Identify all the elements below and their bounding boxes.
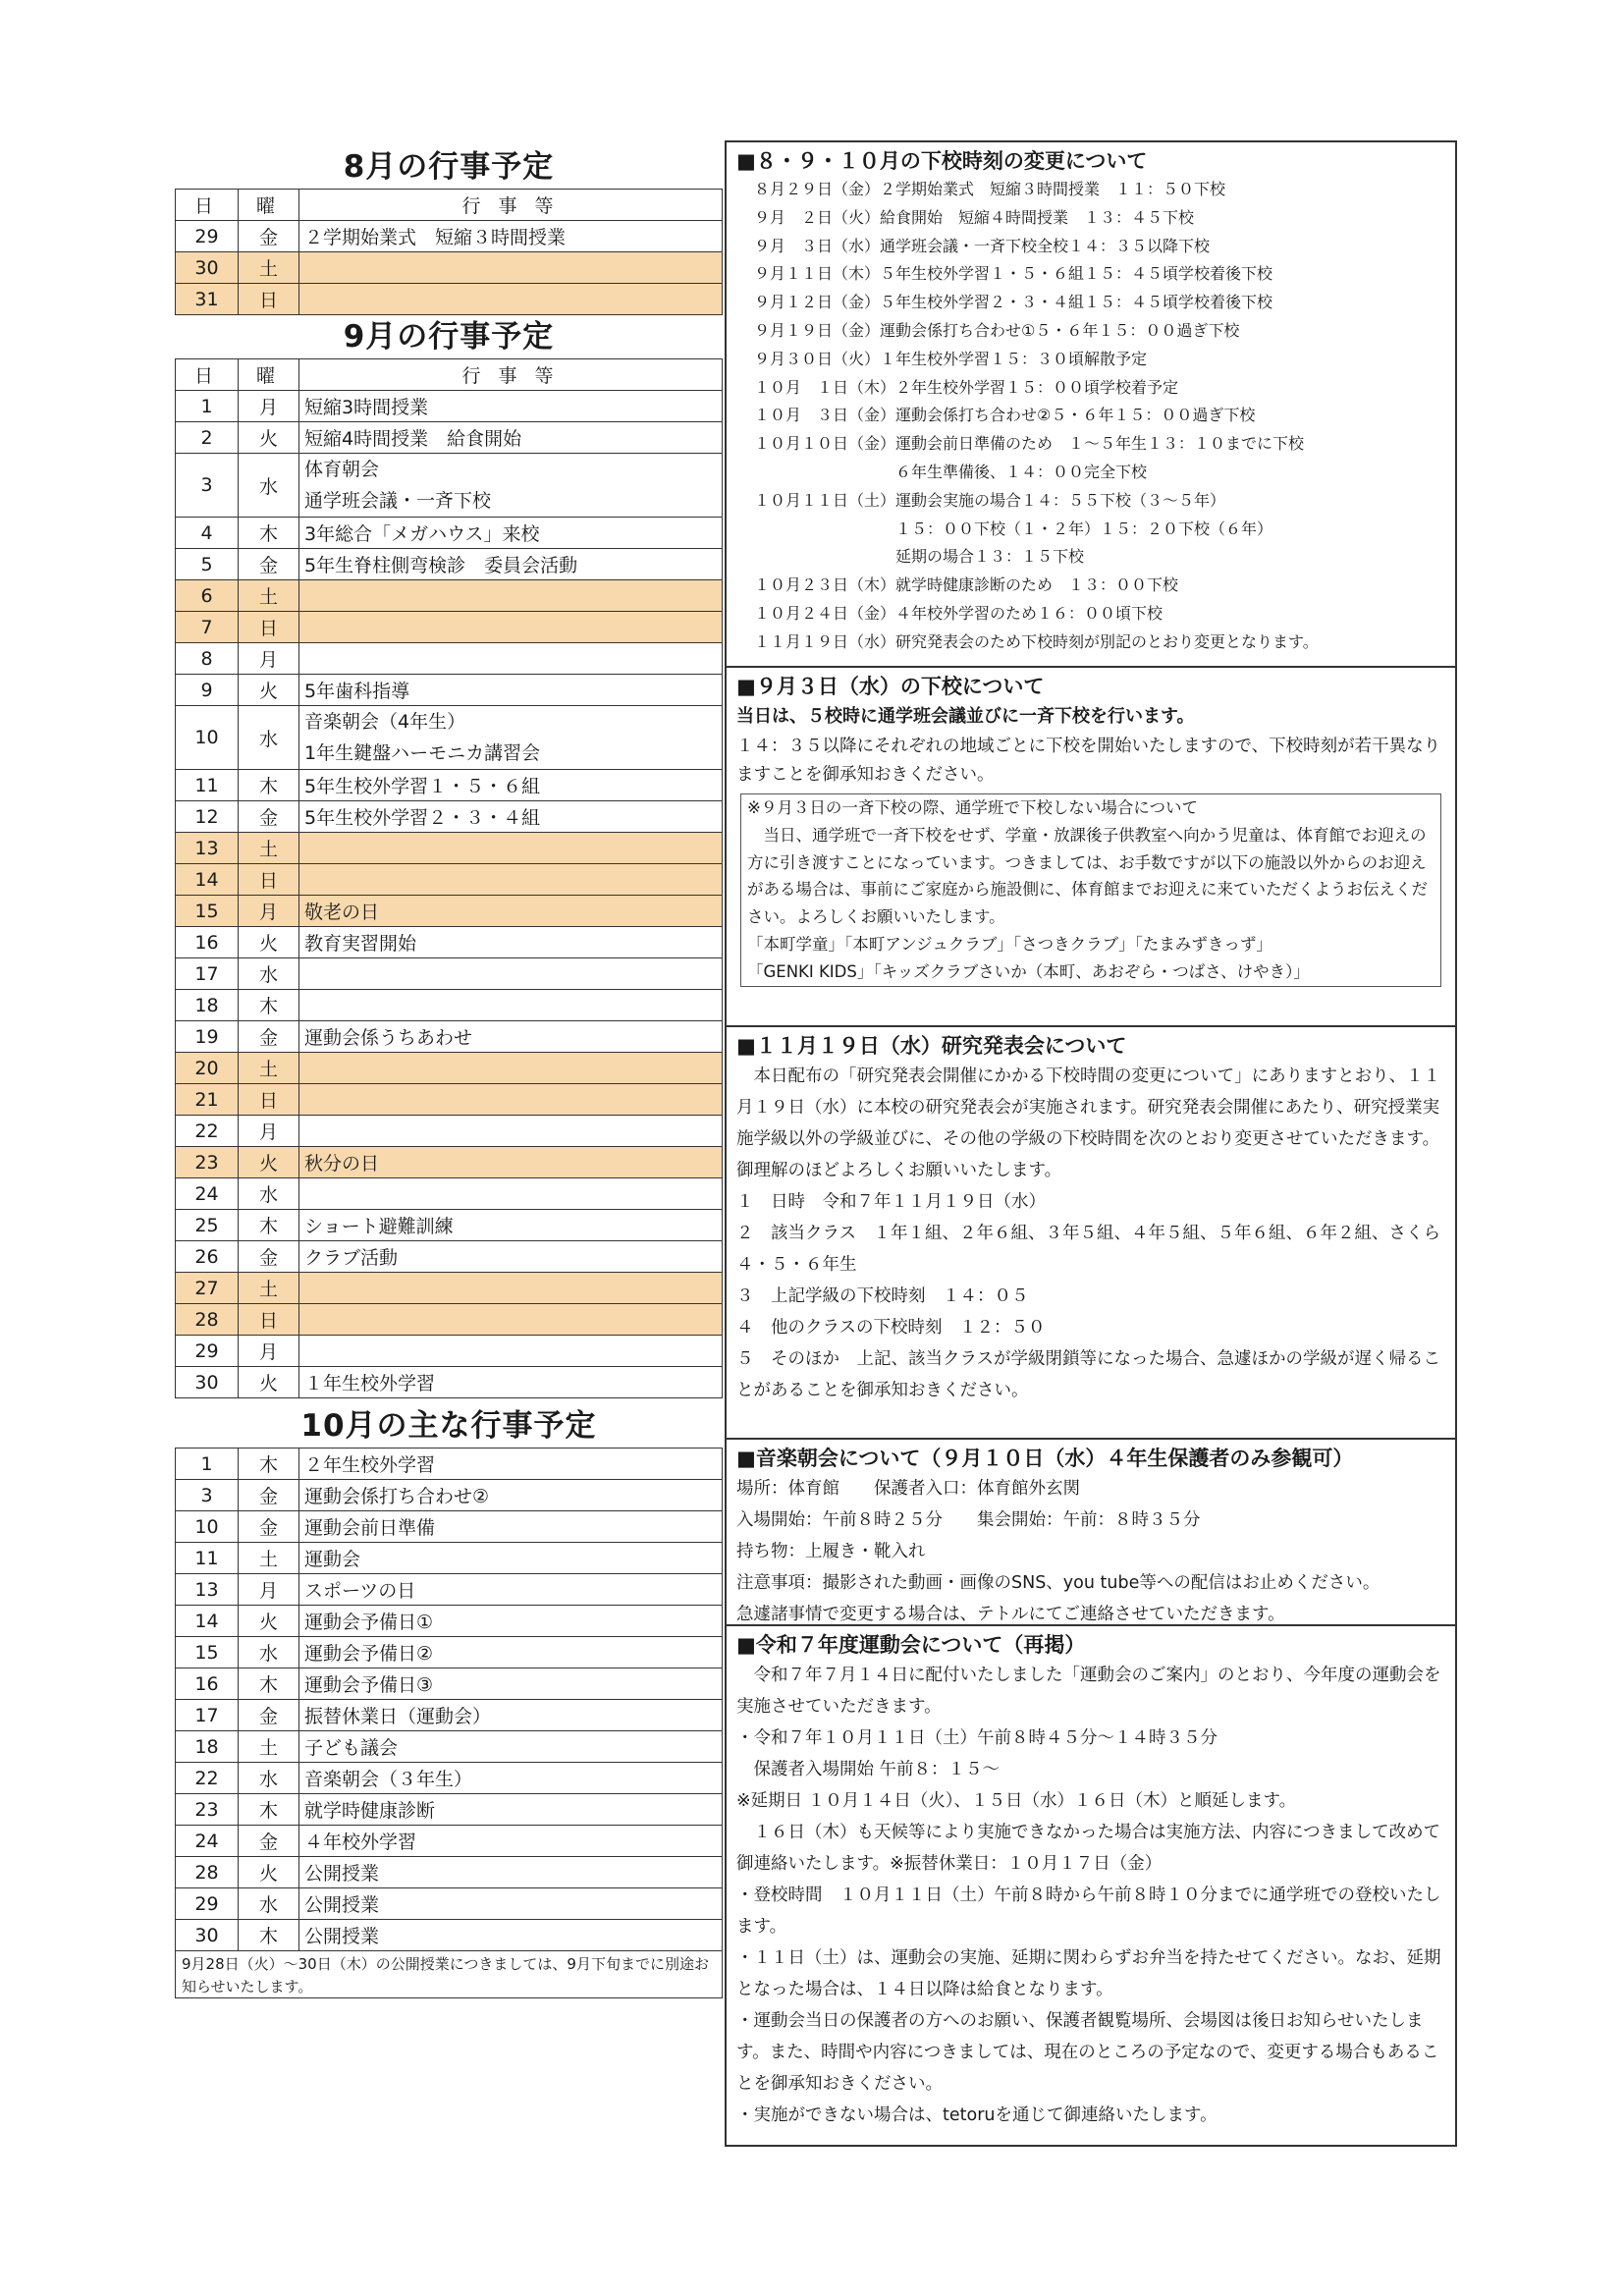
table-row (176, 1449, 723, 1480)
event-cell: ４年校外学習 (299, 1826, 723, 1857)
table-row (176, 1574, 723, 1606)
event-cell: 運動会 (299, 1543, 723, 1574)
day-cell: 16 (176, 1668, 239, 1700)
day-cell: 23 (176, 1147, 239, 1178)
table-row (176, 770, 723, 801)
event-cell (299, 1304, 723, 1336)
day-cell: 20 (176, 1053, 239, 1084)
table-row (176, 675, 723, 706)
event-cell: 秋分の日 (299, 1147, 723, 1178)
detail-line: 注意事項：撮影された動画・画像のSNS、you tube等への配信はお止めください。 (736, 1573, 1380, 1593)
section-title: ■９月３日（水）の下校について (736, 675, 1045, 698)
event-cell (299, 1116, 723, 1147)
august-title: 8月の行事予定 (343, 149, 555, 185)
table-row (176, 1304, 723, 1336)
table-row (176, 612, 723, 643)
day-cell: 30 (176, 252, 239, 284)
right-column (725, 140, 1457, 2147)
event-cell: 公開授業 (299, 1888, 723, 1920)
day-cell: 9 (176, 675, 239, 706)
day-cell: 13 (176, 1574, 239, 1606)
day-cell: 11 (176, 770, 239, 801)
weekday-cell: 日 (239, 1304, 299, 1336)
table-row (176, 1210, 723, 1241)
table-row (176, 643, 723, 675)
event-cell: １年生校外学習 (299, 1367, 723, 1398)
day-cell: 29 (176, 221, 239, 252)
day-cell: 10 (176, 1511, 239, 1543)
day-cell: 30 (176, 1367, 239, 1398)
table-row (176, 896, 723, 927)
weekday-cell: 日 (239, 612, 299, 643)
weekday-cell: 木 (239, 1210, 299, 1241)
event-cell (299, 1178, 723, 1210)
left-column (175, 145, 723, 1998)
section-dismissal-changes (727, 142, 1455, 668)
weekday-cell: 金 (239, 1826, 299, 1857)
table-row (176, 580, 723, 612)
event-line: 1年生鍵盤ハーモニカ講習会 (304, 742, 541, 764)
detail-item: ３ 上記学級の下校時刻 １４：０５ (736, 1286, 1029, 1306)
dismissal-line: ９月 ２日（火）給食開始 短縮４時間授業 １３：４５下校 (754, 207, 1195, 227)
table-row (176, 221, 723, 252)
day-cell: 15 (176, 896, 239, 927)
dismissal-line: １０月１１日（土）運動会実施の場合１４：５５下校（３～５年） (754, 490, 1226, 510)
table-row (176, 1668, 723, 1700)
dismissal-line: ８月２９日（金）２学期始業式 短縮３時間授業 １１：５０下校 (754, 180, 1226, 198)
weekday-cell: 土 (239, 833, 299, 864)
dismissal-line: ６年生準備後、１４：００完全下校 (754, 462, 1148, 481)
day-cell: 4 (176, 518, 239, 549)
table-row (176, 1147, 723, 1178)
event-cell: 5年生脊柱側弯検診 委員会活動 (299, 549, 723, 580)
weekday-cell: 水 (239, 1637, 299, 1668)
day-cell: 15 (176, 1637, 239, 1668)
weekday-cell: 木 (239, 518, 299, 549)
section-sept3-dismissal (727, 668, 1455, 1027)
weekday-cell: 金 (239, 1700, 299, 1731)
day-cell: 8 (176, 643, 239, 675)
weekday-cell: 火 (239, 1606, 299, 1637)
detail-paragraph: ・実施ができない場合は、tetoruを通じて御連絡いたします。 (736, 2105, 1217, 2125)
notice-line: ※９月３日の一斉下校の際、通学班で下校しない場合について (747, 798, 1198, 817)
weekday-cell: 火 (239, 1367, 299, 1398)
event-cell: 5年生校外学習１・５・６組 (299, 770, 723, 801)
event-cell (299, 454, 723, 518)
event-cell: 公開授業 (299, 1857, 723, 1888)
october-note: 9月28日（火）～30日（木）の公開授業につきましては、9月下旬までに別途お知らせいたします。 (175, 1951, 723, 1998)
music-assembly-details (736, 1473, 1445, 1626)
detail-item: ４ 他のクラスの下校時刻 １２：５０ (736, 1318, 1046, 1338)
day-cell: 11 (176, 1543, 239, 1574)
header-weekday: 曜 (239, 359, 299, 391)
event-cell (299, 864, 723, 896)
day-cell: 1 (176, 1449, 239, 1480)
event-cell: 敬老の日 (299, 896, 723, 927)
weekday-cell: 土 (239, 1543, 299, 1574)
header-event: 行 事 等 (299, 359, 723, 391)
day-cell: 14 (176, 1606, 239, 1637)
detail-line: 急遽諸事情で変更する場合は、テトルにてご連絡させていただきます。 (736, 1605, 1285, 1624)
detail-line: 持ち物：上履き・靴入れ (736, 1542, 926, 1561)
day-cell: 10 (176, 706, 239, 770)
pickup-notice-box (740, 793, 1441, 987)
weekday-cell: 金 (239, 1021, 299, 1053)
weekday-cell: 金 (239, 801, 299, 833)
day-cell: 27 (176, 1273, 239, 1304)
event-cell: ショート避難訓練 (299, 1210, 723, 1241)
table-row (176, 927, 723, 958)
day-cell: 18 (176, 1731, 239, 1763)
header-day: 日 (176, 359, 239, 391)
day-cell: 16 (176, 927, 239, 958)
day-cell: 23 (176, 1794, 239, 1826)
dismissal-line: ９月 ３日（水）通学班会議・一斉下校全校１４：３５以降下校 (754, 236, 1211, 255)
weekday-cell: 月 (239, 1336, 299, 1367)
september-title: 9月の行事予定 (343, 319, 555, 355)
event-cell: 振替休業日（運動会） (299, 1700, 723, 1731)
table-row (176, 1731, 723, 1763)
event-cell (299, 284, 723, 315)
weekday-cell: 金 (239, 549, 299, 580)
event-cell: 運動会予備日② (299, 1637, 723, 1668)
day-cell: 31 (176, 284, 239, 315)
dismissal-line: １０月 １日（木）２年生校外学習１５：００頃学校着予定 (754, 377, 1179, 397)
weekday-cell: 月 (239, 1116, 299, 1147)
table-row (176, 1336, 723, 1367)
day-cell: 17 (176, 1700, 239, 1731)
event-cell: 運動会予備日① (299, 1606, 723, 1637)
day-cell: 6 (176, 580, 239, 612)
table-row (176, 1888, 723, 1920)
notice-line: 当日、通学班で一斉下校をせず、学童・放課後子供教室へ向かう児童は、体育館でお迎えの方に引き渡すことになっています。つきましては、お手数ですが以下の施設以外からのお迎えがある場合は、事前にご家庭から施設側に、体育館までお迎えに来ていただくようお伝えください。よろしくお願いいたします。 (747, 825, 1428, 927)
day-cell: 29 (176, 1336, 239, 1367)
event-cell: 就学時健康診断 (299, 1794, 723, 1826)
table-row (176, 1794, 723, 1826)
event-cell (299, 1273, 723, 1304)
day-cell: 25 (176, 1210, 239, 1241)
weekday-cell: 木 (239, 1449, 299, 1480)
table-row (176, 284, 723, 315)
day-cell: 22 (176, 1763, 239, 1794)
day-cell: 19 (176, 1021, 239, 1053)
detail-paragraph: ・令和７年１０月１１日（土）午前８時４５分～１４時３５分 (736, 1728, 1217, 1748)
notice-line: 「本町学童」「本町アンジュクラブ」「さつきクラブ」「たまみずきっず」 (747, 934, 1272, 954)
weekday-cell: 日 (239, 864, 299, 896)
event-cell: スポーツの日 (299, 1574, 723, 1606)
section-lead: 当日は、５校時に通学班会議並びに一斉下校を行います。 (736, 706, 1195, 727)
event-cell: 5年歯科指導 (299, 675, 723, 706)
day-cell: 29 (176, 1888, 239, 1920)
table-row (176, 1700, 723, 1731)
event-cell (299, 580, 723, 612)
table-row (176, 1511, 723, 1543)
event-cell: 運動会予備日③ (299, 1668, 723, 1700)
weekday-cell: 火 (239, 927, 299, 958)
event-cell (299, 706, 723, 770)
table-row (176, 864, 723, 896)
table-row (176, 1637, 723, 1668)
table-row (176, 391, 723, 422)
weekday-cell: 水 (239, 1178, 299, 1210)
table-row (176, 1273, 723, 1304)
section-music-assembly (727, 1440, 1455, 1626)
weekday-cell: 月 (239, 391, 299, 422)
notice-line: 「GENKI KIDS」「キッズクラブさいか（本町、あおぞら・つばさ、けやき）」 (747, 961, 1310, 981)
day-cell: 28 (176, 1857, 239, 1888)
table-row (176, 1084, 723, 1116)
dismissal-line: ９月３０日（火）１年生校外学習１５：３０頃解散予定 (754, 349, 1148, 368)
table-row (176, 1543, 723, 1574)
dismissal-line: 延期の場合１３：１５下校 (754, 547, 1085, 567)
table-row (176, 1178, 723, 1210)
sports-day-details (736, 1660, 1445, 2131)
day-cell: 21 (176, 1084, 239, 1116)
section-paragraph: 本日配布の「研究発表会開催にかかる下校時間の変更について」にありますとおり、１１月１９日（水）に本校の研究発表会が実施されます。研究発表会開催にあたり、研究授業実施学級以外の学級並びに、その他の学級の下校時間を次のとおり変更させていただきます。御理解のほどよろしくお願いいたします。 (736, 1066, 1441, 1180)
event-cell: 短縮4時間授業 給食開始 (299, 422, 723, 454)
weekday-cell: 金 (239, 1241, 299, 1273)
september-schedule-table (175, 358, 723, 1398)
weekday-cell: 水 (239, 958, 299, 990)
dismissal-list (736, 176, 1445, 657)
section-title: ■８・９・１０月の下校時刻の変更について (736, 149, 1148, 173)
weekday-cell: 金 (239, 221, 299, 252)
day-cell: 5 (176, 549, 239, 580)
day-cell: 12 (176, 801, 239, 833)
event-cell (299, 990, 723, 1021)
event-cell: 5年生校外学習２・３・４組 (299, 801, 723, 833)
weekday-cell: 木 (239, 1920, 299, 1951)
dismissal-line: １５：００下校（１・２年）１５：２０下校（６年） (754, 519, 1273, 538)
august-schedule-table (175, 189, 723, 315)
weekday-cell: 火 (239, 422, 299, 454)
day-cell: 24 (176, 1178, 239, 1210)
table-row (176, 1857, 723, 1888)
dismissal-line: １０月 ３日（金）運動会係打ち合わせ②５・６年１５：００過ぎ下校 (754, 406, 1256, 425)
research-details-list (736, 1186, 1445, 1406)
section-sports-day (727, 1626, 1455, 2145)
event-cell (299, 643, 723, 675)
weekday-cell: 土 (239, 1053, 299, 1084)
table-row (176, 1367, 723, 1398)
section-title: ■令和７年度運動会について（再掲） (736, 1633, 1086, 1657)
event-cell (299, 612, 723, 643)
weekday-cell: 木 (239, 990, 299, 1021)
event-cell: 運動会係うちあわせ (299, 1021, 723, 1053)
weekday-cell: 日 (239, 1084, 299, 1116)
event-cell: 短縮3時間授業 (299, 391, 723, 422)
table-row (176, 454, 723, 518)
weekday-cell: 月 (239, 896, 299, 927)
event-cell: ２年生校外学習 (299, 1449, 723, 1480)
event-cell (299, 1084, 723, 1116)
table-row (176, 1480, 723, 1511)
table-row (176, 518, 723, 549)
detail-line: 場所：体育館 保護者入口：体育館外玄関 (736, 1479, 1080, 1499)
table-row (176, 422, 723, 454)
header-weekday: 曜 (239, 190, 299, 221)
weekday-cell: 土 (239, 1731, 299, 1763)
weekday-cell: 水 (239, 1763, 299, 1794)
day-cell: 14 (176, 864, 239, 896)
event-cell: クラブ活動 (299, 1241, 723, 1273)
day-cell: 7 (176, 612, 239, 643)
event-cell: 3年総合「メガハウス」来校 (299, 518, 723, 549)
day-cell: 26 (176, 1241, 239, 1273)
event-cell: 教育実習開始 (299, 927, 723, 958)
table-row (176, 1053, 723, 1084)
event-cell (299, 833, 723, 864)
day-cell: 18 (176, 990, 239, 1021)
table-row (176, 252, 723, 284)
day-cell: 28 (176, 1304, 239, 1336)
event-line: 音楽朝会（4年生） (304, 711, 466, 733)
detail-item: １ 日時 令和７年１１月１９日（水） (736, 1192, 1046, 1212)
weekday-cell: 木 (239, 770, 299, 801)
weekday-cell: 水 (239, 1888, 299, 1920)
day-cell: 13 (176, 833, 239, 864)
october-title: 10月の主な行事予定 (300, 1408, 597, 1444)
day-cell: 17 (176, 958, 239, 990)
table-row (176, 1021, 723, 1053)
table-row (176, 1763, 723, 1794)
weekday-cell: 土 (239, 580, 299, 612)
day-cell: 24 (176, 1826, 239, 1857)
event-cell: 公開授業 (299, 1920, 723, 1951)
section-title: ■音楽朝会について（９月１０日（水）４年生保護者のみ参観可） (736, 1447, 1354, 1470)
day-cell: 22 (176, 1116, 239, 1147)
table-row (176, 1826, 723, 1857)
dismissal-line: １０月１０日（金）運動会前日準備のため １～５年生１３：１０までに下校 (754, 434, 1305, 454)
weekday-cell: 月 (239, 643, 299, 675)
day-cell: 1 (176, 391, 239, 422)
day-cell: 3 (176, 454, 239, 518)
detail-paragraph: ・登校時間 １０月１１日（土）午前８時から午前８時１０分までに通学班での登校いたします。 (736, 1886, 1441, 1937)
weekday-cell: 水 (239, 454, 299, 518)
section-paragraph: １４：３５以降にそれぞれの地域ごとに下校を開始いたしますので、下校時刻が若干異なりますことを御承知おきください。 (736, 737, 1441, 785)
dismissal-line: ９月１９日（金）運動会係打ち合わせ①５・６年１５：００過ぎ下校 (754, 320, 1240, 340)
detail-paragraph: ※延期日 １０月１４日（火）、１５日（水）１６日（木）と順延します。 (736, 1791, 1297, 1811)
weekday-cell: 火 (239, 1147, 299, 1178)
table-row (176, 833, 723, 864)
day-cell: 30 (176, 1920, 239, 1951)
event-cell: 子ども議会 (299, 1731, 723, 1763)
table-row (176, 1116, 723, 1147)
detail-item: ５ そのほか 上記、該当クラスが学級閉鎖等になった場合、急遽ほかの学級が遅く帰ることがあることを御承知おきください。 (736, 1349, 1440, 1400)
detail-paragraph: 保護者入場開始 午前８：１５～ (736, 1760, 1001, 1779)
event-line: 体育朝会 (304, 459, 380, 480)
header-event: 行 事 等 (299, 190, 723, 221)
weekday-cell: 火 (239, 675, 299, 706)
event-cell: 運動会係打ち合わせ② (299, 1480, 723, 1511)
header-day: 日 (176, 190, 239, 221)
weekday-cell: 月 (239, 1574, 299, 1606)
detail-paragraph: 令和７年７月１４日に配付いたしました「運動会のご案内」のとおり、今年度の運動会を実施させていただきます。 (736, 1666, 1441, 1717)
weekday-cell: 日 (239, 284, 299, 315)
table-row (176, 990, 723, 1021)
table-row (176, 958, 723, 990)
table-row (176, 1920, 723, 1951)
table-row (176, 1241, 723, 1273)
day-cell: 2 (176, 422, 239, 454)
detail-paragraph: ・１１日（土）は、運動会の実施、延期に関わらずお弁当を持たせてください。なお、延期となった場合は、１４日以降は給食となります。 (736, 1948, 1441, 1999)
event-cell (299, 1053, 723, 1084)
dismissal-line: ９月１１日（木）５年生校外学習１・５・６組１５：４５頃学校着後下校 (754, 264, 1273, 284)
weekday-cell: 土 (239, 1273, 299, 1304)
event-cell (299, 1336, 723, 1367)
weekday-cell: 水 (239, 706, 299, 770)
weekday-cell: 金 (239, 1480, 299, 1511)
dismissal-line: １１月１９日（水）研究発表会のため下校時刻が別記のとおり変更となります。 (754, 631, 1319, 651)
event-cell: ２学期始業式 短縮３時間授業 (299, 221, 723, 252)
event-line: 通学班会議・一斉下校 (304, 490, 492, 512)
table-row (176, 706, 723, 770)
dismissal-line: ９月１２日（金）５年生校外学習２・３・４組１５：４５頃学校着後下校 (754, 293, 1273, 312)
weekday-cell: 木 (239, 1668, 299, 1700)
dismissal-line: １０月２４日（金）４年校外学習のため１６：００頃下校 (754, 603, 1163, 623)
section-title: ■１１月１９日（水）研究発表会について (736, 1034, 1127, 1058)
table-row (176, 801, 723, 833)
weekday-cell: 火 (239, 1857, 299, 1888)
dismissal-line: １０月２３日（木）就学時健康診断のため １３：００下校 (754, 575, 1179, 595)
detail-item: ２ 該当クラス １年１組、２年６組、３年５組、４年５組、５年６組、６年２組、さくら４・５・６年生 (736, 1224, 1440, 1275)
october-schedule-table (175, 1448, 723, 1951)
section-research-presentation (727, 1027, 1455, 1440)
table-row (176, 1606, 723, 1637)
detail-line: 入場開始：午前８時２５分 集会開始：午前：８時３５分 (736, 1510, 1201, 1530)
weekday-cell: 金 (239, 1511, 299, 1543)
detail-paragraph: １６日（木）も天候等により実施できなかった場合は実施方法、内容につきまして改めて御連絡いたします。※振替休業日：１０月１７日（金） (736, 1823, 1441, 1874)
event-cell (299, 252, 723, 284)
day-cell: 3 (176, 1480, 239, 1511)
event-cell: 運動会前日準備 (299, 1511, 723, 1543)
detail-paragraph: ・運動会当日の保護者の方へのお願い、保護者観覧場所、会場図は後日お知らせいたします。また、時間や内容につきましては、現在のところの予定なので、変更する場合もあることを御承知おきください。 (736, 2011, 1439, 2094)
table-row (176, 549, 723, 580)
weekday-cell: 木 (239, 1794, 299, 1826)
event-cell: 音楽朝会（３年生） (299, 1763, 723, 1794)
weekday-cell: 土 (239, 252, 299, 284)
event-cell (299, 958, 723, 990)
